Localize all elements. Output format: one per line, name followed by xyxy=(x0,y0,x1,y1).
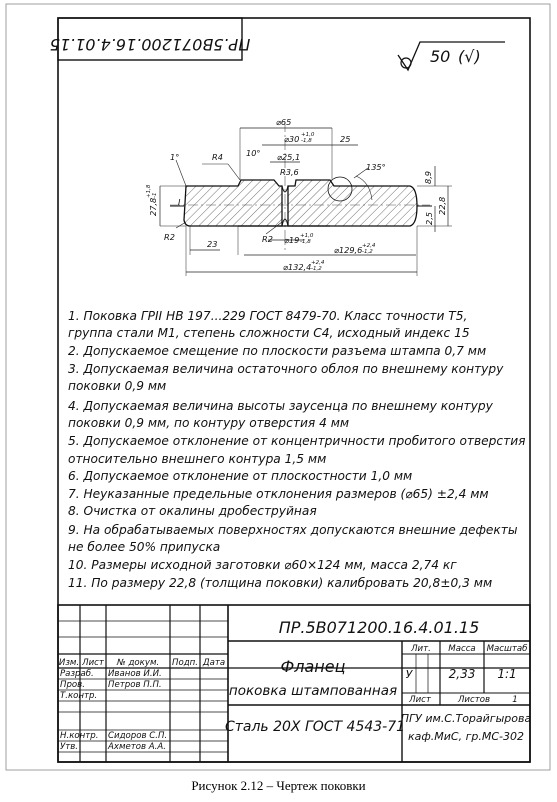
dim-r36: R3,6 xyxy=(280,167,299,177)
role-label: Разраб. xyxy=(60,669,94,679)
dim-len25: 25 xyxy=(340,134,351,144)
sheets-label: Листов xyxy=(457,695,491,705)
title-subname: поковка штампованная xyxy=(228,683,398,699)
dim-d65: ⌀65 xyxy=(276,117,292,127)
dim-d30-tol-top: +1,0 xyxy=(301,132,315,138)
organization-line1: ПГУ им.С.Торайгырова xyxy=(400,712,532,725)
dim-d132-tol-bot: -1,2 xyxy=(311,266,322,272)
note-line: относительно внешнего контура 1,5 мм xyxy=(68,452,327,466)
lit-value: У xyxy=(405,668,413,681)
note-line: 10. Размеры исходной заготовки ⌀60×124 мм, масса 2,74 кг xyxy=(68,558,457,572)
dim-len23: 23 xyxy=(207,239,218,249)
note-line: 11. По размеру 22,8 (толщина поковки) калибровать 20,8±0,3 мм xyxy=(68,576,493,590)
sheets-value: 1 xyxy=(512,695,518,705)
roughness-suffix: (√) xyxy=(458,47,481,66)
note-line: 1. Поковка ГРII НВ 197...229 ГОСТ 8479-70. Класс точности Т5, xyxy=(68,309,468,323)
title-material: Сталь 20Х ГОСТ 4543-71 xyxy=(224,719,406,735)
person-name: Иванов И.И. xyxy=(108,669,162,679)
dim-angle-1: 1° xyxy=(170,152,180,162)
scale-header: Масштаб xyxy=(486,644,528,654)
label-I: I xyxy=(178,197,181,207)
dim-d19-tol-top: +1,0 xyxy=(300,233,314,239)
dim-h25: 2,5 xyxy=(424,211,434,225)
dim-d30-tol-bot: -1,8 xyxy=(301,138,312,144)
dim-d132: ⌀132,4 xyxy=(283,262,312,272)
note-line: 4. Допускаемая величина высоты заусенца по внешнему контуру xyxy=(68,399,493,413)
note-line: 9. На обрабатываемых поверхностях допускаются внешние дефекты xyxy=(68,523,518,537)
roughness-value: 50 xyxy=(430,47,451,66)
roughness-sign xyxy=(398,42,505,70)
dim-angle-10: 10° xyxy=(246,148,261,158)
part-section-view xyxy=(146,117,452,276)
lit-header: Лит. xyxy=(411,644,431,654)
dim-d19: ⌀19 xyxy=(284,235,300,245)
note-line: 8. Очистка от окалины дробеструйная xyxy=(68,504,317,518)
title-name: Фланец xyxy=(280,657,346,676)
role-label: Т.контр. xyxy=(60,691,98,701)
dim-r2-center: R2 xyxy=(262,234,273,244)
dim-angle-135: 135° xyxy=(366,162,386,172)
section-left xyxy=(184,180,282,226)
mass-header: Масса xyxy=(448,644,476,654)
scale-value: 1:1 xyxy=(497,667,517,681)
title-code: ПР.5В071200.16.4.01.15 xyxy=(278,618,480,637)
mass-value: 2,33 xyxy=(448,667,476,681)
col-header-list: Лист xyxy=(82,658,104,668)
dim-d19-tol-bot: -1,8 xyxy=(300,239,311,245)
dim-d129: ⌀129,6 xyxy=(334,245,363,255)
dim-d129-tol-top: +2,4 xyxy=(362,243,376,249)
person-name: Ахметов А.А. xyxy=(108,742,167,752)
dim-d30: ⌀30 xyxy=(284,134,300,144)
dim-h278-tol-top: +1,8 xyxy=(146,184,152,198)
rotated-drawing-code: ПР.5В071200.16.4.01.15 xyxy=(49,35,251,54)
rotated-code-box xyxy=(50,18,251,60)
note-line: группа стали М1, степень сложности С4, исходный индекс 15 xyxy=(68,326,470,340)
dim-r4: R4 xyxy=(212,152,223,162)
dim-d25-1: ⌀25,1 xyxy=(277,152,301,162)
col-header-izm: Изм. xyxy=(58,658,80,668)
note-line: поковки 0,9 мм, по контуру отверстия 4 мм xyxy=(68,416,350,430)
dim-d132-tol-top: +2,4 xyxy=(311,260,325,266)
organization-line2: каф.МиС, гр.МС-302 xyxy=(408,730,524,743)
col-header-date: Дата xyxy=(202,658,226,668)
note-line: 2. Допускаемое смещение по плоскости разъема штампа 0,7 мм xyxy=(68,344,487,358)
figure-caption: Рисунок 2.12 – Чертеж поковки xyxy=(191,778,366,793)
dim-h278: 27,8 xyxy=(148,197,158,216)
person-name: Петров П.П. xyxy=(108,680,162,690)
dim-h228: 22,8 xyxy=(437,196,447,215)
note-line: 3. Допускаемая величина остаточного облоя по внешнему контуру xyxy=(68,362,504,376)
note-line: не более 50% припуска xyxy=(68,540,221,554)
dim-h278-tol-bot: -1 xyxy=(152,192,158,198)
person-name: Сидоров С.П. xyxy=(108,731,168,741)
note-line: 7. Неуказанные предельные отклонения размеров (⌀65) ±2,4 мм xyxy=(68,487,489,501)
note-line: 6. Допускаемое отклонение от плоскостности 1,0 мм xyxy=(68,469,413,483)
dim-d129-tol-bot: -1,2 xyxy=(362,249,373,255)
section-right xyxy=(288,180,417,226)
col-header-doc: № докум. xyxy=(116,658,160,668)
note-line: поковки 0,9 мм xyxy=(68,379,167,393)
dim-h89: 8,9 xyxy=(423,170,433,184)
note-line: 5. Допускаемое отклонение от концентричности пробитого отверстия xyxy=(68,434,526,448)
sheet-label: Лист xyxy=(409,695,431,705)
role-label: Утв. xyxy=(60,742,79,752)
dim-r2-left: R2 xyxy=(164,232,175,242)
role-label: Пров. xyxy=(60,680,85,690)
technical-notes xyxy=(68,309,525,590)
role-label: Н.контр. xyxy=(60,731,99,741)
col-header-sign: Подп. xyxy=(171,658,199,668)
